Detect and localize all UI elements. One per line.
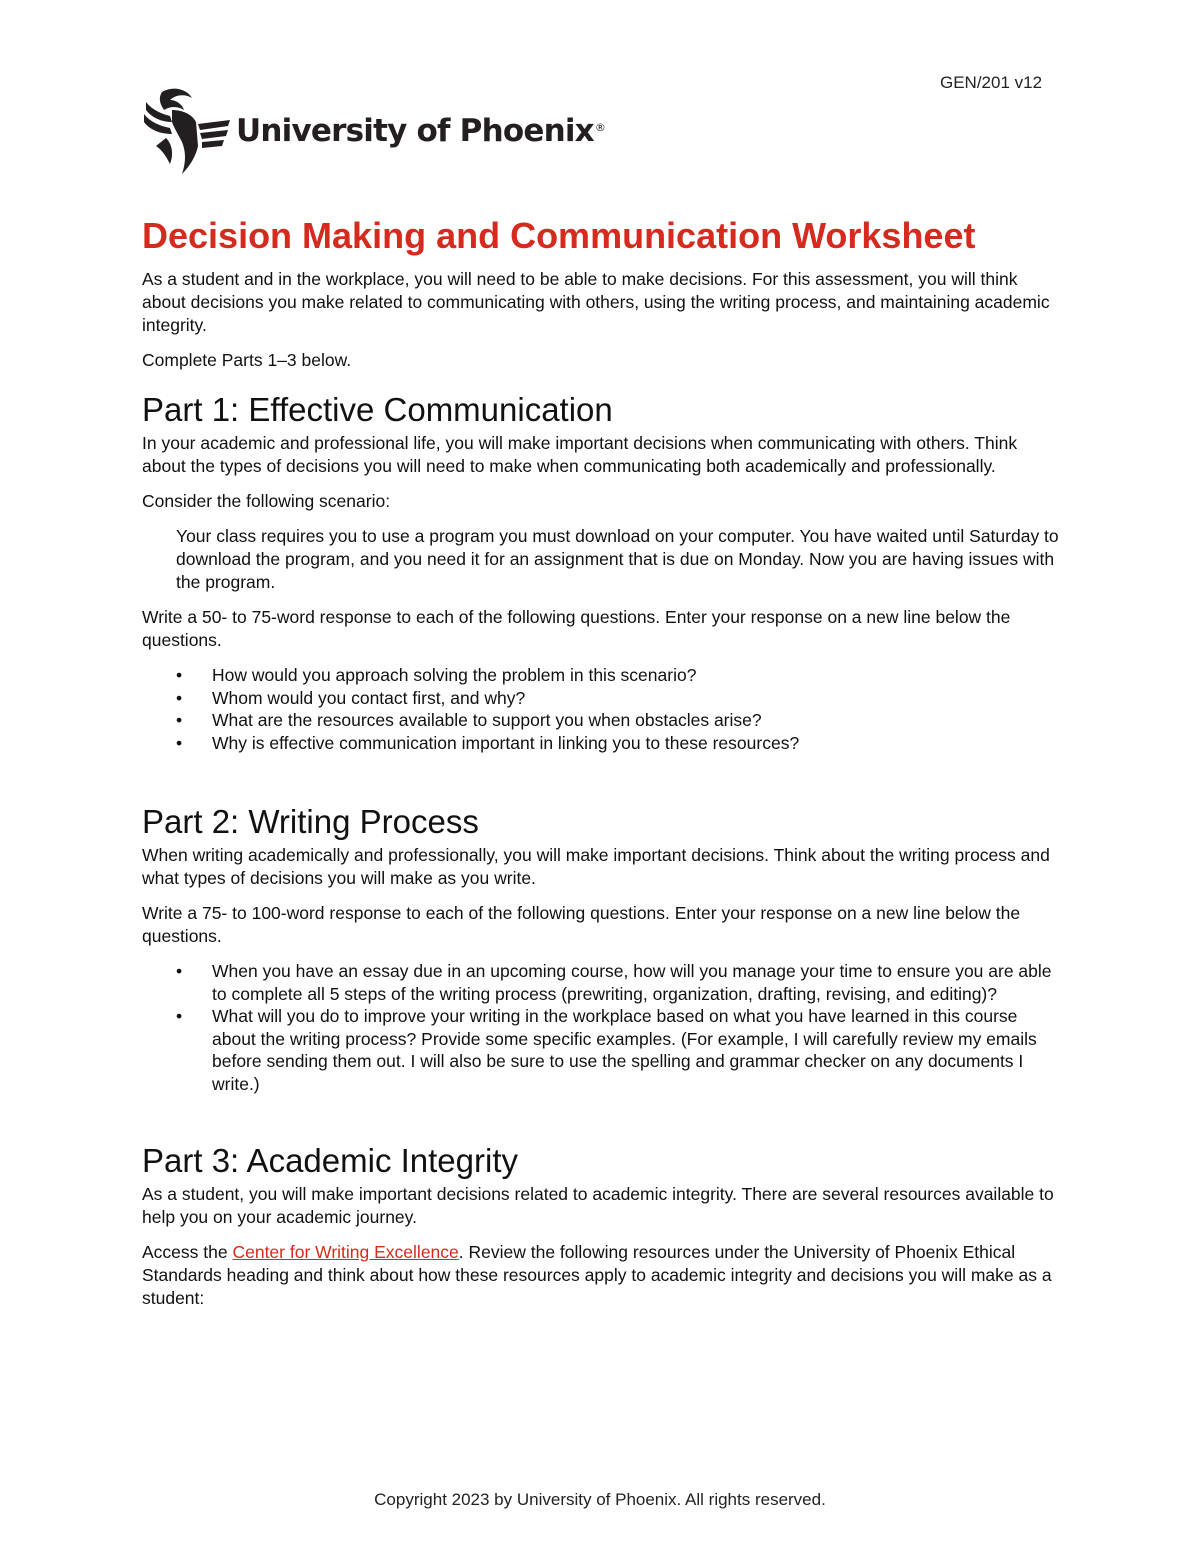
part1-question-list [142,664,1062,754]
page-title: Decision Making and Communication Worksheet [142,215,976,256]
list-item: • How would you approach solving the problem in this scenario? [176,665,697,685]
list-item: • What are the resources available to support you when obstacles arise? [176,710,762,730]
intro-instruction: Complete Parts 1–3 below. [142,350,352,370]
part1-instructions: Write a 50- to 75-word response to each of the following questions. Enter your response on a new line below the questions. [142,607,1011,650]
center-for-writing-excellence-link[interactable]: Center for Writing Excellence [232,1242,459,1262]
part3-heading: Part 3: Academic Integrity [142,1142,519,1179]
part1-scenario: Your class requires you to use a program you must download on your computer. You have waited until Saturday to download the program, and you need it for an assignment that is due on Monday. Now you are having issues with the program. [176,526,1059,592]
part3-paragraph: As a student, you will make important decisions related to academic integrity. There are several resources available to help you on your academic journey. [142,1184,1054,1227]
list-item: • What will you do to improve your writing in the workplace based on what you have learned in this course about the writing process? Provide some specific examples. (For example, I will carefully review my emails before sending them out. I will also be sure to use the spelling and grammar checker on any documents I write.) [176,1006,1037,1094]
part1-section [142,388,1062,754]
part2-instructions: Write a 75- to 100-word response to each of the following questions. Enter your response on a new line below the questions. [142,903,1021,946]
university-logo [142,84,605,176]
list-item: • When you have an essay due in an upcoming course, how will you manage your time to ensure you are able to complete all 5 steps of the writing process (prewriting, organization, drafting, revising, and editing)? [176,961,1052,1004]
copyright-footer: Copyright 2023 by University of Phoenix. All rights reserved. [374,1490,826,1509]
part2-heading: Part 2: Writing Process [142,803,479,840]
part2-paragraph: When writing academically and professionally, you will make important decisions. Think about the writing process and what types of decisions you will make as you write. [142,845,1050,888]
part1-paragraph: In your academic and professional life, you will make important decisions when communicating with others. Think about the types of decisions you will need to make when communicating both academically and professionally. [142,433,1018,476]
part2-section [142,800,1062,1095]
document-body [142,210,1062,1322]
document-version: GEN/201 v12 [940,73,1043,92]
phoenix-bird-icon [142,84,232,176]
intro-paragraph: As a student and in the workplace, you will need to be able to make decisions. For this assessment, you will think about decisions you make related to communicating with others, using the writing process, and maintaining academic integrity. [142,269,1050,335]
part3-access-paragraph: Access the Center for Writing Excellence. Review the following resources under the University of Phoenix Ethical Standards heading and think about how these resources apply to academic integrity and decisions you will make as a student: [142,1242,1052,1308]
part1-heading: Part 1: Effective Communication [142,391,613,428]
list-item: • Why is effective communication important in linking you to these resources? [176,732,800,753]
part1-scenario-intro: Consider the following scenario: [142,491,391,511]
university-logo-text: University of Phoenix® [236,113,606,149]
part2-question-list [142,960,1062,1095]
list-item: • Whom would you contact first, and why? [176,687,526,708]
part3-section [142,1139,1062,1310]
